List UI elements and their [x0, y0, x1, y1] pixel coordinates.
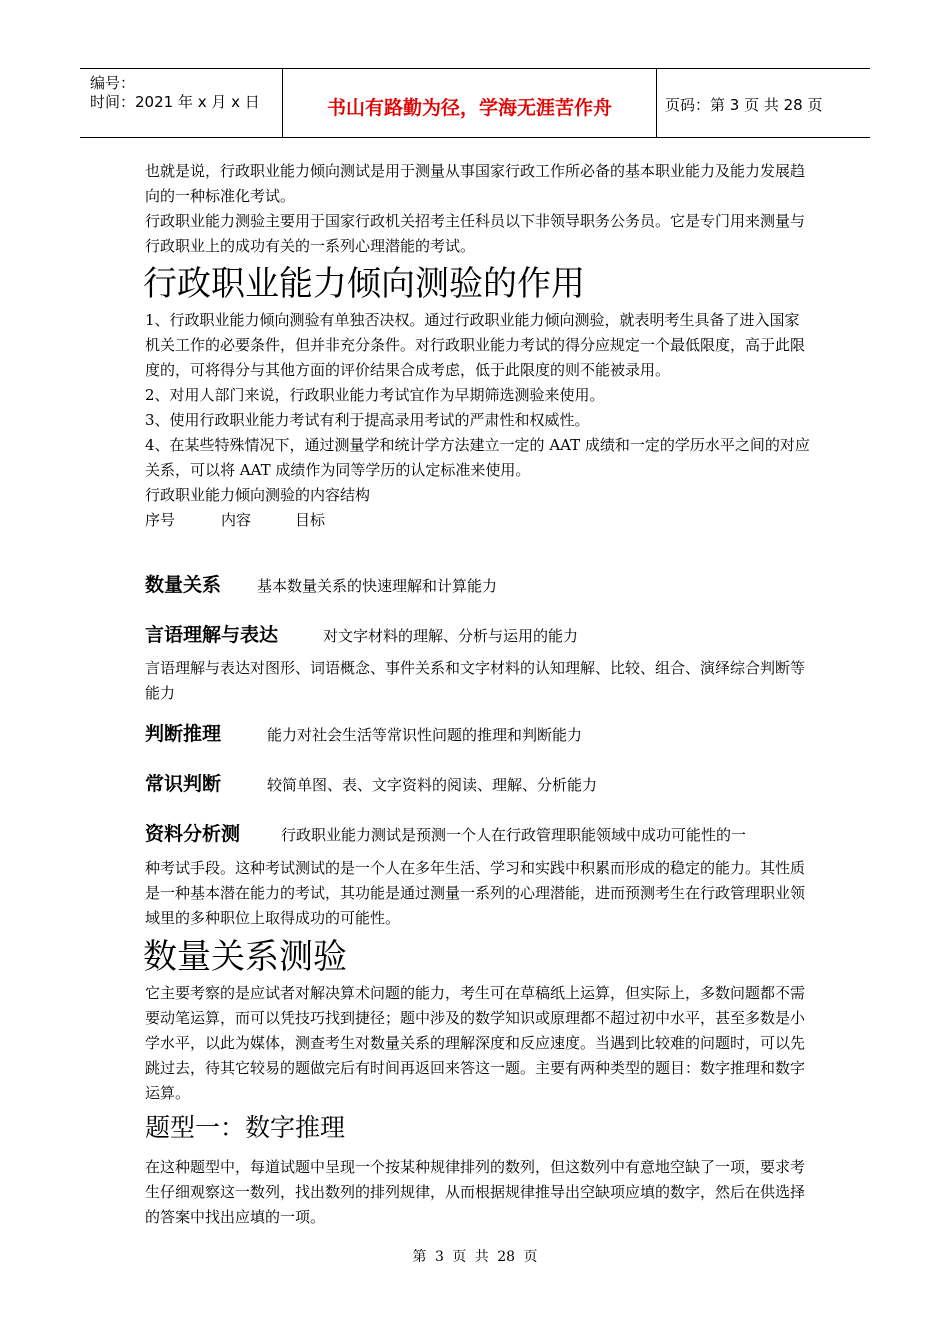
- table-row: [145, 620, 815, 647]
- section-title: 数量关系测验: [143, 937, 347, 977]
- structure-title: 行政职业能力倾向测验的内容结构: [145, 486, 371, 504]
- intro-paragraph: 也就是说，行政职业能力倾向测试是用于测量从事国家行政工作所必备的基本职业能力及能力发展趋向的一种标准化考试。: [145, 162, 806, 205]
- row-key: 判断推理: [145, 723, 222, 745]
- header-page-cell: [657, 69, 870, 137]
- section-title: 行政职业能力倾向测验的作用: [143, 264, 585, 304]
- row-continuation: 种考试手段。这种考试测试的是一个人在多年生活、学习和实践中积累而形成的稳定的能力。其性质是一种基本潜在能力的考试，其功能是通过测量一系列的心理潜能，进而预测考生在行政管理职业领域里的多种职位上取得成功的可能性。: [145, 859, 806, 927]
- page-header: [80, 68, 870, 138]
- row-value: 行政职业能力测试是预测一个人在行政管理职能领域中成功可能性的一: [281, 826, 747, 844]
- table-row: [145, 769, 815, 796]
- column-headers: [145, 508, 810, 533]
- section-body: [145, 308, 810, 533]
- page-number-label: 页码：第 3 页 共 28 页: [665, 96, 823, 114]
- row-key: 数量关系: [145, 574, 222, 596]
- page-footer: 第 3 页 共 28 页: [412, 1249, 538, 1265]
- header-motto-cell: [283, 69, 657, 137]
- list-item: 2、对用人部门来说，行政职业能力考试宜作为早期筛选测验来使用。: [145, 386, 605, 404]
- row-value: 基本数量关系的快速理解和计算能力: [257, 577, 498, 595]
- table-row: [145, 719, 815, 746]
- list-item: 3、使用行政职业能力考试有利于提高录用考试的严肃性和权威性。: [145, 411, 590, 429]
- header-meta-cell: [80, 69, 283, 137]
- list-item: 1、行政职业能力倾向测验有单独否决权。通过行政职业能力倾向测验，就表明考生具备了进入国家机关工作的必要条件，但并非充分条件。对行政职业能力考试的得分应规定一个最低限度，高于此限度的，可将得分与其他方面的评价结果合成考虑，低于此限度的则不能被录用。: [145, 311, 806, 379]
- subsection-body: 在这种题型中，每道试题中呈现一个按某种规律排列的数列，但这数列中有意地空缺了一项，要求考生仔细观察这一数列，找出数列的排列规律，从而根据规律推导出空缺项应填的数字，然后在供选择的答案中找出应填的一项。: [145, 1158, 806, 1226]
- column-header: 目标: [295, 511, 326, 529]
- intro-text: [145, 159, 810, 259]
- row-key: 言语理解与表达: [145, 624, 279, 646]
- row-key: 资料分析测: [145, 823, 241, 845]
- number-label: 编号：: [90, 74, 136, 92]
- row-value: 较简单图、表、文字资料的阅读、理解、分析能力: [267, 776, 598, 794]
- row-key: 常识判断: [145, 773, 222, 795]
- row-value: 对文字材料的理解、分析与运用的能力: [323, 627, 579, 645]
- time-label: 时间：2021 年 x 月 x 日: [90, 93, 260, 111]
- section-body: 它主要考察的是应试者对解决算术问题的能力，考生可在草稿纸上运算，但实际上，多数问题都不需要动笔运算，而可以凭技巧找到捷径；题中涉及的数学知识或原理都不超过初中水平，甚至多数是小学水平，以此为媒体，测查考生对数量关系的理解深度和反应速度。当遇到比较难的问题时，可以先跳过去，待其它较易的题做完后有时间再返回来答这一题。主要有两种类型的题目：数字推理和数字运算。: [145, 984, 806, 1102]
- intro-paragraph: 行政职业能力测验主要用于国家行政机关招考主任科员以下非领导职务公务员。它是专门用来测量与行政职业上的成功有关的一系列心理潜能的考试。: [145, 212, 806, 255]
- subsection-title: 题型一：数字推理: [145, 1113, 346, 1142]
- table-row: [145, 570, 815, 597]
- table-row: [145, 819, 815, 846]
- column-header: 内容: [221, 511, 252, 529]
- row-value: 能力对社会生活等常识性问题的推理和判断能力: [267, 726, 583, 744]
- motto-text: 书山有路勤为径，学海无涯苦作舟: [326, 97, 612, 119]
- list-item: 4、在某些特殊情况下，通过测量学和统计学方法建立一定的 AAT 成绩和一定的学历水平之间的对应关系，可以将 AAT 成绩作为同等学历的认定标准来使用。: [145, 436, 810, 479]
- column-header: 序号: [145, 511, 176, 529]
- row-note: 言语理解与表达对图形、词语概念、事件关系和文字材料的认知理解、比较、组合、演绎综合判断等能力: [145, 659, 806, 702]
